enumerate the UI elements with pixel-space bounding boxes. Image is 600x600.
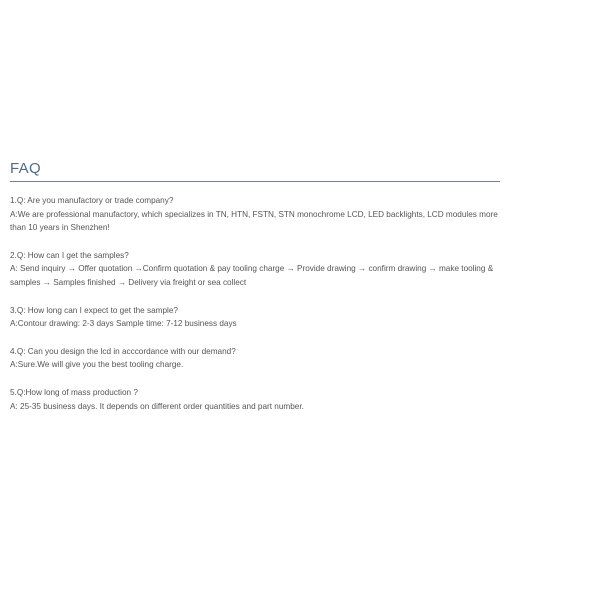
faq-answer: A: Send inquiry → Offer quotation →Confirm quotation & pay tooling charge → Provide drawing → confirm drawing → make tooling &: [10, 264, 494, 274]
faq-section: [10, 160, 500, 427]
faq-item-4: [10, 345, 500, 372]
faq-question: 5.Q:How long of mass production ?: [10, 387, 138, 397]
faq-question: 3.Q: How long can I expect to get the sample?: [10, 305, 178, 315]
faq-title: FAQ: [10, 160, 41, 177]
faq-item-3: [10, 304, 500, 331]
faq-answer: A:Contour drawing: 2-3 days Sample time: 7-12 business days: [10, 319, 237, 329]
faq-question: 4.Q: Can you design the lcd in acccordance with our demand?: [10, 346, 236, 356]
faq-answer: A:Sure.We will give you the best tooling charge.: [10, 360, 184, 370]
faq-list: [10, 194, 500, 413]
faq-answer: A: 25-35 business days. It depends on different order quantities and part number.: [10, 401, 304, 411]
faq-answer-continued: samples → Samples finished → Delivery via freight or sea collect: [10, 277, 247, 287]
faq-question: 2.Q: How can I get the samples?: [10, 250, 129, 260]
faq-answer: A:We are professional manufactory, which specializes in TN, HTN, FSTN, STN monochrome LCD, LED backlights, LCD modules more than 10 years in Shenzhen!: [10, 209, 498, 233]
faq-item-1: [10, 194, 500, 235]
faq-item-5: [10, 386, 500, 413]
faq-item-2: [10, 249, 500, 290]
title-divider: [10, 181, 500, 182]
faq-question: 1.Q: Are you manufactory or trade company?: [10, 196, 174, 205]
